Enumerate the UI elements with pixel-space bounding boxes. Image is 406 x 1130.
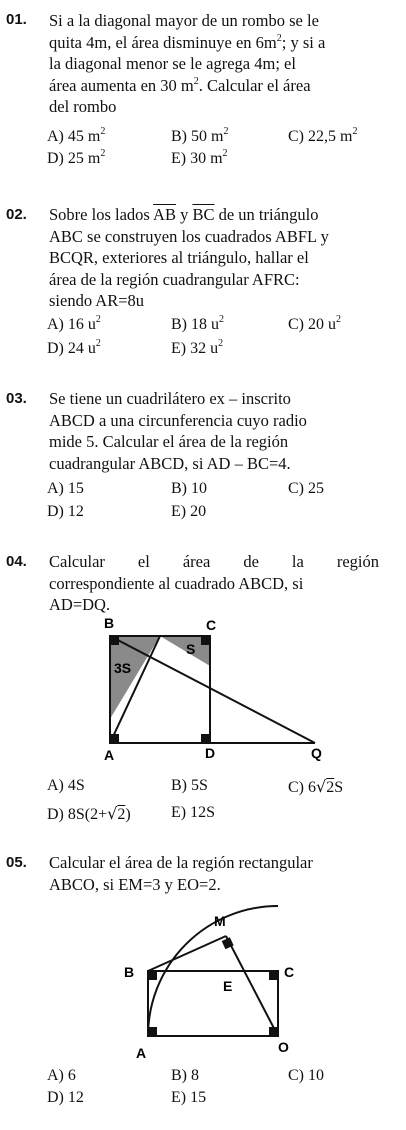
right-angle-mark xyxy=(269,971,278,980)
segment-om xyxy=(226,936,278,1036)
option-c[interactable]: C) 25 xyxy=(288,480,324,497)
vertex-label-o: O xyxy=(278,1039,289,1055)
sqrt-symbol: √ xyxy=(316,777,327,796)
problem-number: 01. xyxy=(6,11,27,28)
option-d[interactable]: D) 24 $u^2$ xyxy=(47,338,101,357)
option-b[interactable]: B) 10 xyxy=(171,480,207,497)
vertex-label-c: C xyxy=(206,617,217,633)
vertex-label-q: Q xyxy=(311,745,322,761)
option-e[interactable]: E) 20 xyxy=(171,503,207,520)
right-angle-mark xyxy=(148,971,157,980)
option-e[interactable]: E) 30 $m^2$ xyxy=(171,148,228,167)
option-a[interactable]: A) 4S xyxy=(47,777,85,794)
option-b[interactable]: B) 50 $m^2$ xyxy=(171,126,229,145)
vertex-label-a: A xyxy=(136,1045,147,1061)
option-e[interactable]: E) 32 $u^2$ xyxy=(171,338,224,357)
problem-number: 02. xyxy=(6,206,27,223)
problem-number: 05. xyxy=(6,854,27,871)
option-b[interactable]: B) 18 $u^2$ xyxy=(171,314,224,333)
segment-bq xyxy=(110,636,315,743)
vertex-label-b: B xyxy=(124,964,135,980)
rectangle-arc-figure xyxy=(110,896,310,1062)
option-e[interactable]: E) 15 xyxy=(171,1089,207,1106)
option-d[interactable]: D) 12 xyxy=(47,1089,84,1106)
vertex-label-d: D xyxy=(205,745,216,761)
option-c[interactable]: C) 10 xyxy=(288,1067,324,1084)
problem-statement: Calcular el área de la región correspondiente al cuadrado ABCD, si AD=DQ. xyxy=(49,552,379,614)
option-d[interactable]: D) 25 $m^2$ xyxy=(47,148,106,167)
problem-number: 03. xyxy=(6,390,27,407)
option-c[interactable]: C) 20 $u^2$ xyxy=(288,314,341,333)
option-a[interactable]: A) 6 xyxy=(47,1067,76,1084)
right-angle-mark xyxy=(201,636,210,645)
area-label-s: S xyxy=(186,641,196,657)
problem-statement: Calcular el área de la región rectangular ABCO, si EM=3 y EO=2. xyxy=(49,853,313,894)
vertex-label-m: M xyxy=(214,913,226,929)
option-c[interactable]: C) 22,5 $m^2$ xyxy=(288,126,358,145)
option-a[interactable]: A) 15 xyxy=(47,480,84,497)
option-a[interactable]: A) 45 $m^2$ xyxy=(47,126,106,145)
problem-statement: Se tiene un cuadrilátero ex – inscrito ABCD a una circunferencia cuyo radio mide 5. Calcular el área de la región cuadrangular ABCD, si AD – BC=4. xyxy=(49,389,307,473)
option-b[interactable]: B) 8 xyxy=(171,1067,199,1084)
vertex-label-a: A xyxy=(104,747,115,763)
rectangle-abco xyxy=(148,971,278,1036)
right-angle-mark xyxy=(269,1027,278,1036)
option-e[interactable]: E) 12S xyxy=(171,804,215,821)
area-label-3s: 3S xyxy=(114,660,132,676)
option-c[interactable]: C) 6√2S xyxy=(288,777,344,796)
problem-number: 04. xyxy=(6,553,27,570)
problem-statement: Sobre los lados $\overline{AB}$ y $\overline{BC}$ de un triángulo ABC se construyen los cuadrados ABFL y BCQR, exteriores al triángulo, hallar el área de la región cuadrangular AFRC: siendo AR=8u xyxy=(49,205,329,310)
option-d[interactable]: D) 12 xyxy=(47,503,84,520)
option-d[interactable]: D) 8S(2+√2) xyxy=(47,804,131,823)
vertex-label-e: E xyxy=(223,978,233,994)
square-triangle-figure xyxy=(90,614,340,764)
option-a[interactable]: A) 16 $u^2$ xyxy=(47,314,101,333)
sqrt-symbol: √ xyxy=(107,804,118,823)
right-angle-mark xyxy=(201,734,210,743)
right-angle-mark xyxy=(110,734,119,743)
segment-bc: $\overline{BC}$ xyxy=(192,205,215,224)
option-b[interactable]: B) 5S xyxy=(171,777,208,794)
problem-statement: Si a la diagonal mayor de un rombo se le quita 4m, el área disminuye en $6m^2$; y si a la diagonal menor se le agrega 4m; el área aumenta en 30 $m^2$. Calcular el área del rombo xyxy=(49,11,326,116)
segment-ab: $\overline{AB}$ xyxy=(153,205,176,224)
right-angle-mark xyxy=(148,1027,157,1036)
right-angle-mark xyxy=(110,636,119,645)
vertex-label-b: B xyxy=(104,615,115,631)
vertex-label-c: C xyxy=(284,964,295,980)
segment-bm xyxy=(148,936,226,971)
